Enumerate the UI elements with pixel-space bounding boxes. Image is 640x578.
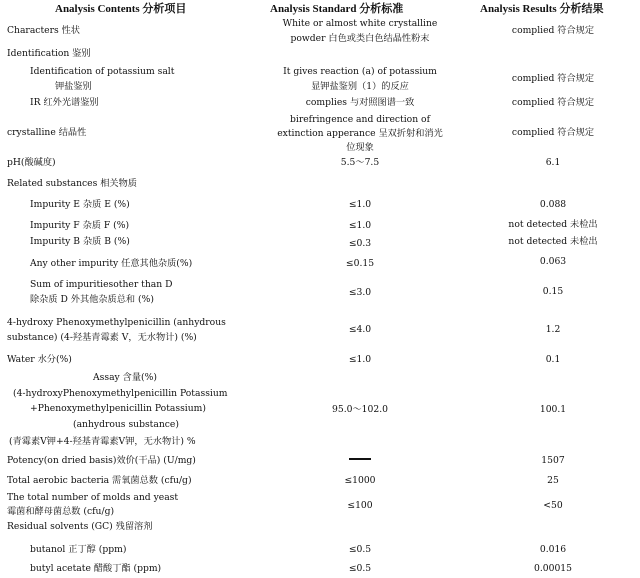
res-water: 0.1	[545, 354, 561, 365]
std-molds: ≤100	[347, 500, 373, 511]
std-impurity-e: ≤1.0	[348, 199, 372, 210]
res-characters: complied 符合规定	[511, 25, 595, 36]
std-other-impurity: ≤0.15	[345, 258, 375, 269]
res-impurity-f: not detected 未检出	[508, 219, 598, 230]
std-ph: 5.5～7.5	[340, 157, 380, 168]
row-label-molds-line2: 霉菌和酵母菌总数 (cfu/g)	[7, 506, 115, 517]
res-assay: 100.1	[539, 404, 567, 415]
std-butyl-acetate: ≤0.5	[348, 563, 372, 574]
res-aerobic: 25	[547, 475, 559, 486]
std-butanol: ≤0.5	[348, 544, 372, 555]
row-label-hydroxy-line1: 4-hydroxy Phenoxymethylpenicillin (anhydrous	[7, 317, 226, 328]
std-impurity-f: ≤1.0	[348, 220, 372, 231]
row-label-crystalline: crystalline 结晶性	[7, 127, 87, 138]
std-water: ≤1.0	[348, 354, 372, 365]
row-label-related: Related substances 相关物质	[7, 178, 137, 189]
row-label-potassium-line2: 钾盐鉴别	[55, 81, 92, 92]
std-potassium-line2: 显钾盐鉴别（1）的反应	[311, 81, 409, 92]
row-label-assay-line5: (青霉素Ⅴ钾+4-羟基青霉素Ⅴ钾，无水物计) %	[9, 436, 196, 447]
row-label-assay-line4: (anhydrous substance)	[73, 419, 179, 430]
res-ph: 6.1	[545, 157, 561, 168]
res-molds: <50	[543, 500, 563, 511]
std-aerobic: ≤1000	[344, 475, 376, 486]
std-characters-line1: White or almost white crystalline	[282, 18, 438, 29]
res-potassium: complied 符合规定	[511, 73, 595, 84]
std-sum: ≤3.0	[348, 287, 372, 298]
std-potency-dash	[349, 458, 371, 460]
row-label-assay-line3: +Phenoxymethylpenicillin Potassium)	[30, 403, 206, 414]
row-label-water: Water 水分(%)	[7, 354, 72, 365]
res-hydroxy: 1.2	[545, 324, 561, 335]
res-impurity-b: not detected 未检出	[508, 236, 598, 247]
res-impurity-e: 0.088	[539, 199, 567, 210]
row-label-potency: Potency(on dried basis)效价(干品) (U/mg)	[7, 455, 196, 466]
row-label-impurity-b: Impurity B 杂质 B (%)	[30, 236, 130, 247]
header-analysis-results: Analysis Results 分析结果	[480, 3, 604, 15]
row-label-impurity-e: Impurity E 杂质 E (%)	[30, 199, 130, 210]
res-butyl-acetate: 0.00015	[534, 563, 572, 574]
row-label-sum-line1: Sum of impuritiesother than D	[30, 279, 173, 290]
header-analysis-contents: Analysis Contents 分析项目	[55, 3, 187, 15]
row-label-hydroxy-line2: substance) (4-羟基青霉素 V，无水物计) (%)	[7, 332, 197, 343]
row-label-sum-line2: 除杂质 D 外其他杂质总和 (%)	[30, 294, 154, 305]
row-label-identification: Identification 鉴别	[7, 48, 91, 59]
res-ir: complied 符合规定	[511, 97, 595, 108]
row-label-residual: Residual solvents (GC) 残留溶剂	[7, 521, 153, 532]
row-label-other-impurity: Any other impurity 任意其他杂质(%)	[30, 258, 193, 269]
std-ir: complies 与对照图谱一致	[305, 97, 415, 108]
std-crystalline-line3: 位现象	[346, 142, 374, 153]
res-potency: 1507	[541, 455, 565, 466]
header-analysis-standard: Analysis Standard 分析标准	[270, 3, 404, 15]
row-label-ph: pH(酸碱度)	[7, 157, 56, 168]
row-label-assay-line2: (4-hydroxyPhenoxymethylpenicillin Potassium	[13, 388, 228, 399]
row-label-ir: IR 红外光谱鉴别	[30, 97, 99, 108]
row-label-aerobic: Total aerobic bacteria 需氧菌总数 (cfu/g)	[7, 475, 192, 486]
row-label-potassium-line1: Identification of potassium salt	[30, 66, 175, 77]
res-sum: 0.15	[542, 286, 564, 297]
res-butanol: 0.016	[539, 544, 567, 555]
row-label-butanol: butanol 正丁醇 (ppm)	[30, 544, 127, 555]
row-label-impurity-f: Impurity F 杂质 F (%)	[30, 220, 130, 231]
row-label-assay-line1: Assay 含量(%)	[93, 372, 157, 383]
std-hydroxy: ≤4.0	[348, 324, 372, 335]
std-impurity-b: ≤0.3	[348, 238, 372, 249]
std-crystalline-line2: extinction apperance 呈双折射和消光	[277, 128, 443, 139]
res-crystalline: complied 符合规定	[511, 127, 595, 138]
std-characters-line2: powder 白色或类白色结晶性粉末	[290, 33, 430, 44]
row-label-butyl-acetate: butyl acetate 醋酸丁酯 (ppm)	[30, 563, 162, 574]
row-label-characters: Characters 性状	[7, 25, 80, 36]
row-label-molds-line1: The total number of molds and yeast	[7, 492, 179, 503]
res-other-impurity: 0.063	[539, 256, 567, 267]
std-assay: 95.0～102.0	[332, 404, 388, 415]
std-crystalline-line1: birefringence and direction of	[290, 114, 430, 125]
std-potassium-line1: It gives reaction (a) of potassium	[283, 66, 437, 77]
